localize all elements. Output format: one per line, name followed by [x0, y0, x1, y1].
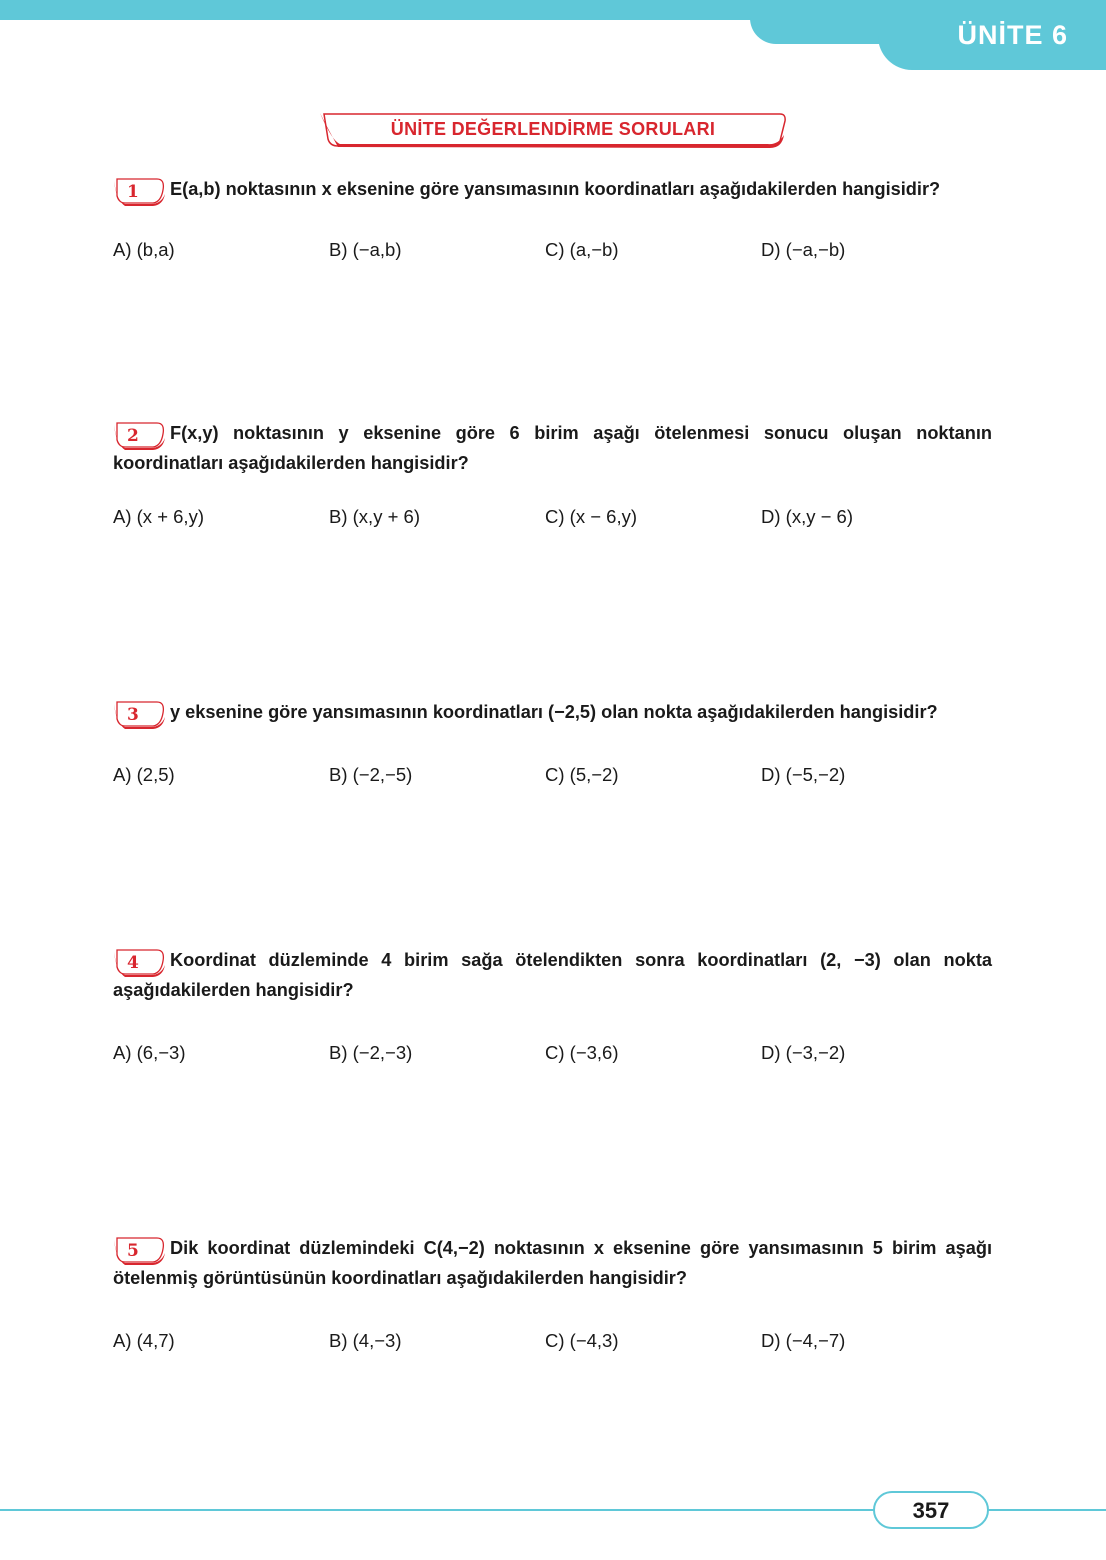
- option-b[interactable]: B) (−2,−3): [329, 1042, 413, 1063]
- question-text: F(x,y) noktasının y eksenine göre 6 birim aşağı ötelenmesi sonucu oluşan noktanın koordinatları aşağıdakilerden hangisidir?: [113, 423, 992, 473]
- question-3: [113, 697, 992, 785]
- section-title: ÜNİTE DEĞERLENDİRME SORULARI: [390, 119, 716, 139]
- question-number-badge: [113, 699, 167, 723]
- answer-options: [113, 762, 992, 788]
- question-text: Dik koordinat düzlemindeki C(4,−2) noktasının x eksenine göre yansımasının 5 birim aşağı ötelenmiş görüntüsünün koordinatları aşağıdakilerden hangisidir?: [113, 1238, 992, 1288]
- question-4: [113, 945, 992, 1063]
- option-a[interactable]: A) (4,7): [113, 1330, 175, 1351]
- question-number-badge: [113, 1235, 167, 1259]
- question-text-block: [113, 697, 992, 727]
- question-number: 4: [127, 953, 139, 973]
- question-number-badge: [113, 947, 167, 971]
- option-b[interactable]: B) (4,−3): [329, 1330, 402, 1351]
- question-text-block: [113, 418, 992, 478]
- option-d[interactable]: D) (x,y − 6): [761, 506, 853, 527]
- answer-options: [113, 1328, 992, 1354]
- question-1: [113, 174, 992, 260]
- question-text-block: [113, 1233, 992, 1293]
- option-c[interactable]: C) (−4,3): [545, 1330, 619, 1351]
- option-d[interactable]: D) (−3,−2): [761, 1042, 846, 1063]
- answer-options: [113, 1040, 992, 1066]
- option-b[interactable]: B) (−2,−5): [329, 764, 413, 785]
- option-c[interactable]: C) (x − 6,y): [545, 506, 637, 527]
- question-text: E(a,b) noktasının x eksenine göre yansımasının koordinatları aşağıdakilerden hangisidir?: [170, 179, 941, 199]
- option-a[interactable]: A) (2,5): [113, 764, 175, 785]
- option-b[interactable]: B) (−a,b): [329, 239, 402, 260]
- option-a[interactable]: A) (x + 6,y): [113, 506, 204, 527]
- question-number: 5: [127, 1241, 139, 1261]
- option-a[interactable]: A) (b,a): [113, 239, 175, 260]
- answer-options: [113, 504, 992, 530]
- question-2: [113, 418, 992, 527]
- question-number: 2: [127, 426, 139, 446]
- option-c[interactable]: C) (5,−2): [545, 764, 619, 785]
- section-banner: [318, 111, 788, 149]
- option-b[interactable]: B) (x,y + 6): [329, 506, 420, 527]
- answer-options: [113, 237, 992, 263]
- option-a[interactable]: A) (6,−3): [113, 1042, 186, 1063]
- unit-label: ÜNİTE 6: [957, 20, 1068, 50]
- question-5: [113, 1233, 992, 1351]
- question-text-block: [113, 945, 992, 1005]
- option-c[interactable]: C) (−3,6): [545, 1042, 619, 1063]
- page-number: 357: [912, 1498, 950, 1523]
- question-text: y eksenine göre yansımasının koordinatları (−2,5) olan nokta aşağıdakilerden hangisidir?: [170, 702, 938, 722]
- question-number: 3: [127, 705, 139, 725]
- question-text-block: [113, 174, 992, 204]
- option-d[interactable]: D) (−5,−2): [761, 764, 846, 785]
- option-d[interactable]: D) (−4,−7): [761, 1330, 846, 1351]
- option-d[interactable]: D) (−a,−b): [761, 239, 846, 260]
- question-number-badge: [113, 420, 167, 444]
- question-number: 1: [127, 182, 139, 202]
- option-c[interactable]: C) (a,−b): [545, 239, 619, 260]
- question-text: Koordinat düzleminde 4 birim sağa ötelendikten sonra koordinatları (2, −3) olan nokta aşağıdakilerden hangisidir?: [113, 950, 992, 1000]
- question-number-badge: [113, 176, 167, 200]
